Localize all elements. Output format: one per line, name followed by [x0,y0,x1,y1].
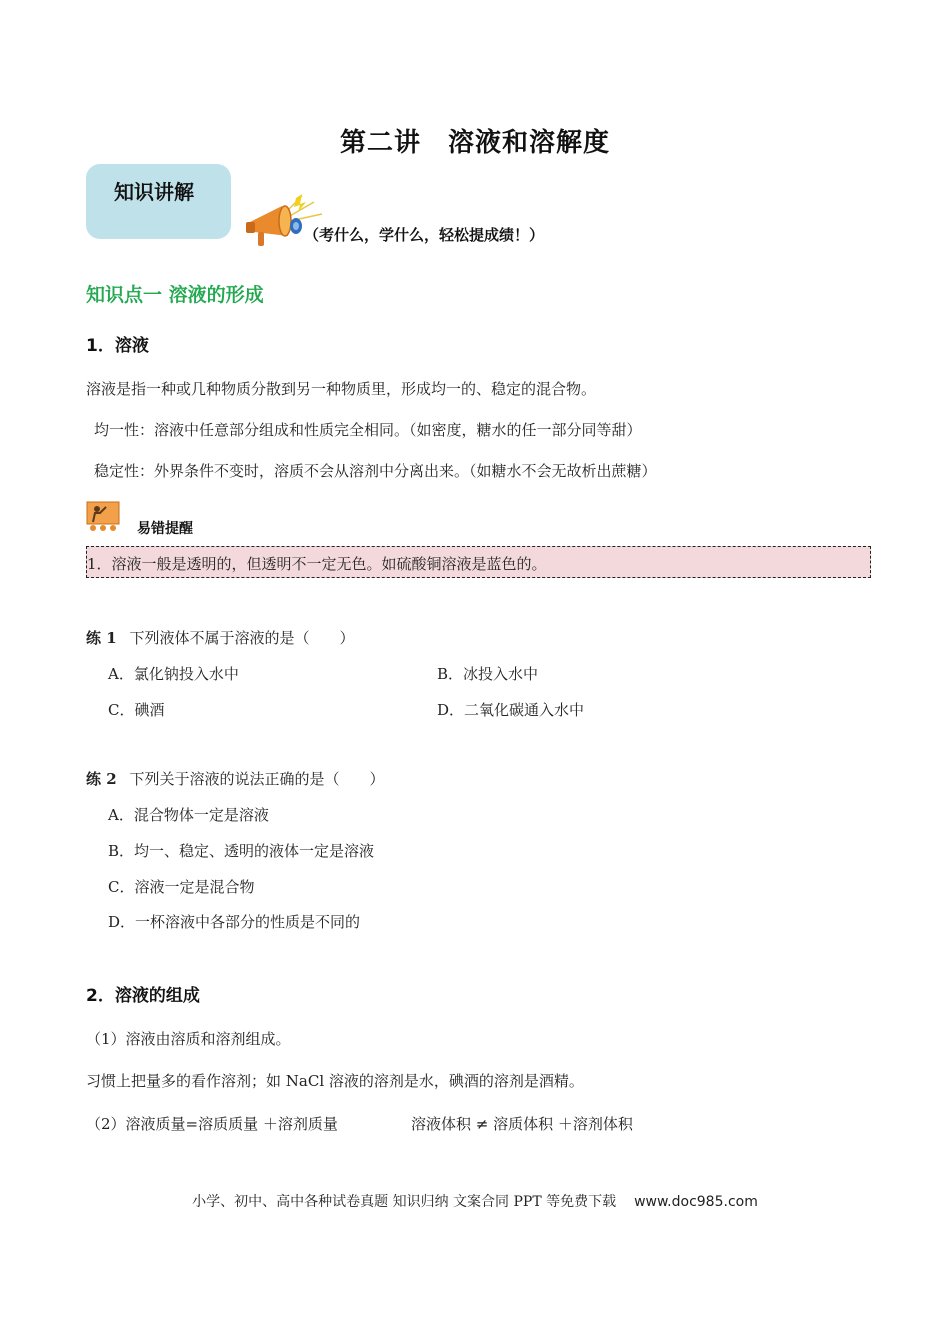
footer [0,1191,950,1211]
knowledge-badge-label: 知识讲解 [114,180,194,204]
page-title: 第二讲 溶液和溶解度 [339,128,610,158]
composition-line-2: 习惯上把量多的看作溶剂；如 NaCl 溶液的溶剂是水，碘酒的溶剂是酒精。 [86,1072,584,1090]
composition-line-3b: 溶液体积 ≠ 溶质体积 ＋溶剂体积 [411,1115,633,1133]
knowledge-badge [86,164,231,239]
uniformity-text: 均一性：溶液中任意部分组成和性质完全相同。（如密度，糖水的任一部分同等甜） [94,421,642,439]
exercise-2-option-d: D．一杯溶液中各部分的性质是不同的 [108,913,361,931]
section-heading-solution: 1．溶液 [86,336,149,356]
stability-text: 稳定性：外界条件不变时，溶质不会从溶剂中分离出来。（如糖水不会无故析出蔗糖） [94,462,657,480]
tagline: （考什么，学什么，轻松提成绩！） [304,226,545,244]
exercise-2-option-c: C．溶液一定是混合物 [108,878,255,896]
exercise-2-option-b: B．均一、稳定、透明的液体一定是溶液 [108,842,375,860]
exercise-1-option-c: C．碘酒 [108,701,165,719]
warning-label: 易错提醒 [137,521,193,537]
exercise-2-question: 下列关于溶液的说法正确的是（ ） [129,770,385,788]
exercise-1-option-a: A．氯化钠投入水中 [108,665,239,683]
exercise-1 [86,627,354,648]
solution-definition: 溶液是指一种或几种物质分散到另一种物质里，形成均一的、稳定的混合物。 [86,380,597,398]
footer-url[interactable]: www.doc985.com [634,1194,758,1210]
teacher-icon [86,501,120,533]
exercise-1-option-d: D．二氧化碳通入水中 [437,701,585,719]
exercise-2-option-a: A．混合物体一定是溶液 [108,806,269,824]
warning-box [86,546,871,578]
exercise-1-label: 练 1 [86,629,117,647]
exercise-1-option-b: B．冰投入水中 [437,665,539,683]
composition-line-1: （1）溶液由溶质和溶剂组成。 [86,1030,291,1048]
footer-text: 小学、初中、高中各种试卷真题 知识归纳 文案合同 PPT 等免费下载 [192,1194,617,1210]
knowledge-point-heading: 知识点一 溶液的形成 [86,284,264,306]
section-heading-composition: 2．溶液的组成 [86,986,200,1006]
exercise-2 [86,768,384,789]
exercise-1-question: 下列液体不属于溶液的是（ ） [129,629,355,647]
warning-text: 1．溶液一般是透明的，但透明不一定无色。如硫酸铜溶液是蓝色的。 [87,555,547,573]
exercise-2-label: 练 2 [86,770,117,788]
composition-line-3a: （2）溶液质量=溶质质量 ＋溶剂质量 [86,1115,338,1133]
